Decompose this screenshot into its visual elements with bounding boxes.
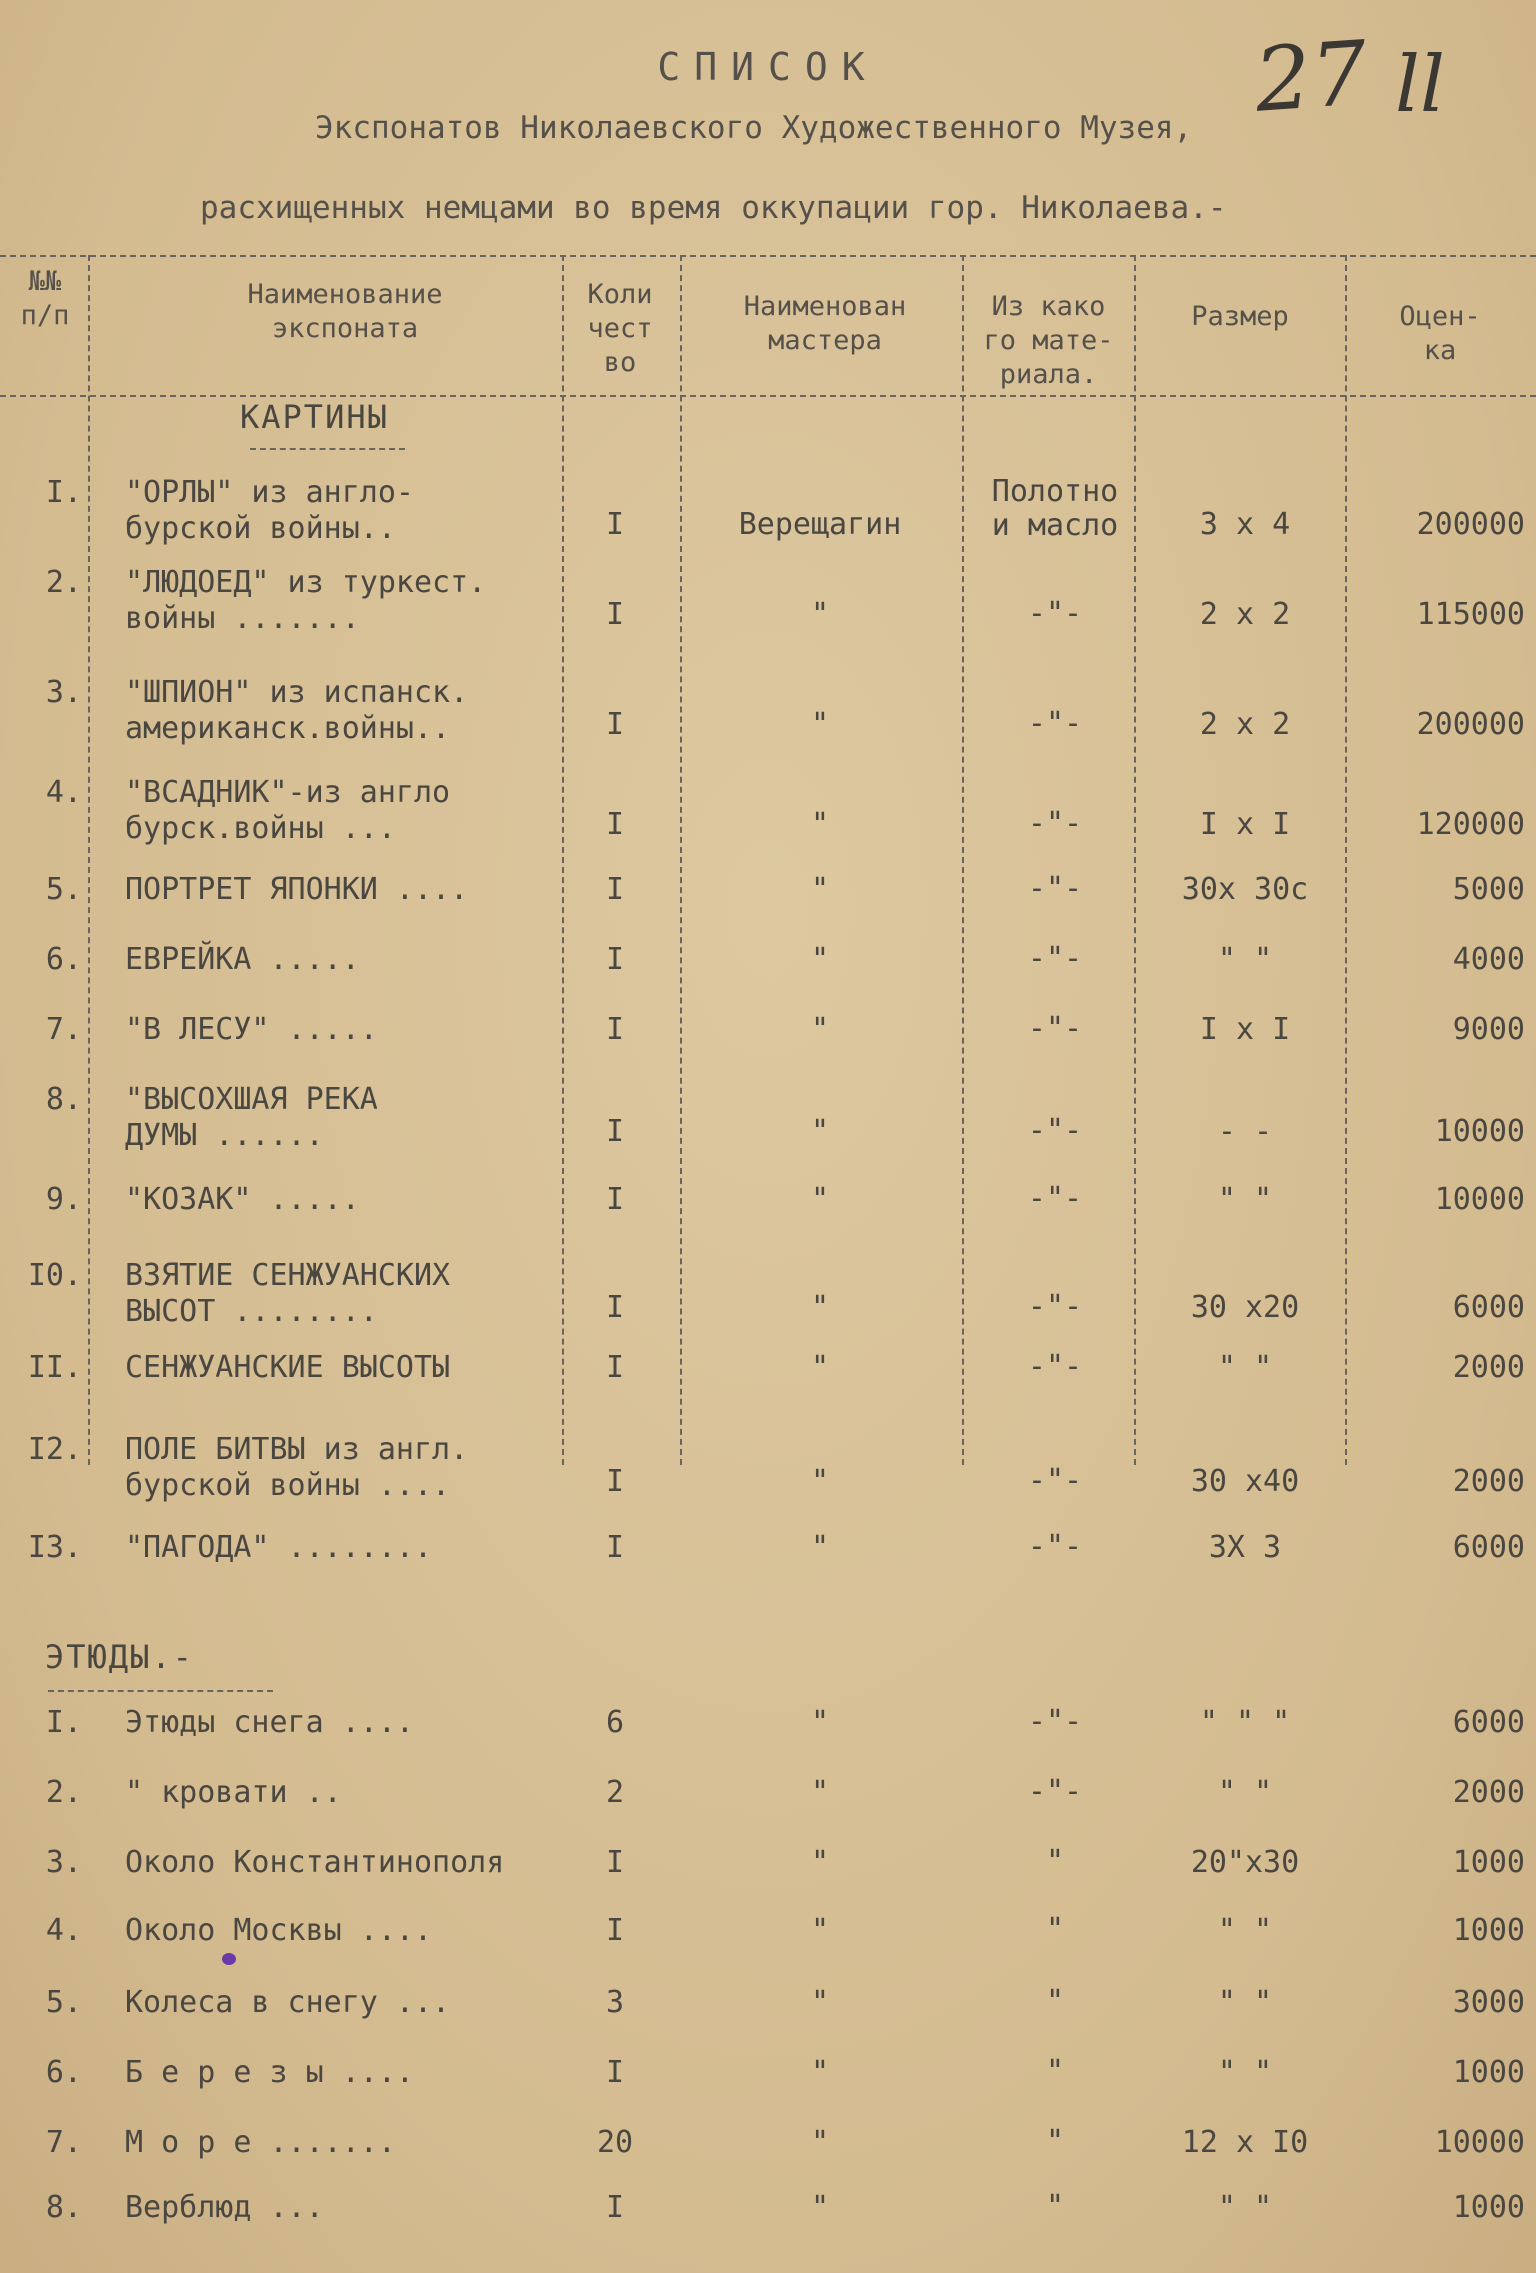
cell-qty: I — [605, 597, 625, 632]
cell-num: I. — [45, 475, 82, 510]
cell-size: " " — [1217, 942, 1273, 977]
cell-artist: " — [810, 807, 830, 842]
cell-num: 5. — [45, 872, 82, 907]
cell-price: 1000 — [1452, 1913, 1525, 1948]
cell-qty: I — [605, 807, 625, 842]
cell-price: 200000 — [1416, 707, 1525, 742]
cell-name: ПОЛЕ БИТВЫ из англ. бурской войны .... — [125, 1432, 469, 1503]
cell-size: 20"х30 — [1190, 1845, 1300, 1880]
cell-size: I х I — [1199, 1012, 1291, 1047]
cell-name: Колеса в снегу ... — [125, 1985, 451, 2020]
cell-price: 10000 — [1434, 2125, 1525, 2160]
cell-num: 3. — [45, 1845, 82, 1880]
cell-material: -"- — [1027, 1774, 1083, 1809]
section-title-paintings: КАРТИНЫ — [240, 398, 389, 436]
cell-material: -"- — [1027, 1349, 1083, 1384]
cell-name: М о р е ....... — [125, 2125, 396, 2160]
cell-size: 30 х40 — [1190, 1464, 1300, 1499]
cell-num: 8. — [45, 1082, 82, 1117]
document-subtitle-line2: расхищенных немцами во время оккупации гор. Николаева.- — [200, 190, 1227, 226]
column-divider — [88, 255, 90, 1465]
cell-artist: " — [810, 1350, 830, 1385]
cell-qty: I — [605, 942, 625, 977]
cell-price: 6000 — [1452, 1290, 1525, 1325]
cell-name: "ОРЛЫ" из англо- бурской войны.. — [125, 475, 414, 546]
cell-price: 5000 — [1452, 872, 1525, 907]
cell-qty: 3 — [605, 1985, 625, 2020]
cell-name: Этюды снега .... — [125, 1705, 414, 1740]
cell-name: Б е р е з ы .... — [125, 2055, 414, 2090]
cell-name: "ШПИОН" из испанск. американск.войны.. — [125, 675, 469, 746]
cell-material: -"- — [1027, 1113, 1083, 1148]
cell-qty: I — [605, 2190, 625, 2225]
archive-page-number: 27 — [1251, 21, 1371, 132]
section-underline — [48, 1690, 273, 1692]
cell-num: 2. — [45, 1775, 82, 1810]
ink-blot — [222, 1953, 236, 1965]
cell-num: I3. — [27, 1530, 82, 1565]
cell-size: 30х 30с — [1181, 872, 1309, 907]
cell-qty: I — [605, 1913, 625, 1948]
cell-price: 9000 — [1452, 1012, 1525, 1047]
header-top-rule — [0, 255, 1536, 257]
cell-num: 2. — [45, 565, 82, 600]
cell-name: Верблюд ... — [125, 2190, 324, 2225]
cell-qty: I — [605, 1012, 625, 1047]
cell-artist: " — [810, 1012, 830, 1047]
cell-num: 9. — [45, 1182, 82, 1217]
cell-material: -"- — [1027, 1181, 1083, 1216]
cell-size: " " — [1217, 1350, 1273, 1385]
cell-material: -"- — [1027, 1289, 1083, 1324]
cell-qty: I — [605, 1290, 625, 1325]
cell-size: 3 х 4 — [1199, 507, 1291, 542]
cell-artist: " — [810, 707, 830, 742]
column-divider — [1345, 255, 1347, 1465]
cell-price: 200000 — [1416, 507, 1525, 542]
cell-material: -"- — [1027, 1529, 1083, 1564]
cell-num: 6. — [45, 942, 82, 977]
cell-size: - - — [1217, 1114, 1273, 1149]
cell-artist: " — [810, 1530, 830, 1565]
cell-price: 120000 — [1416, 807, 1525, 842]
document-title: СПИСОК — [657, 45, 879, 89]
cell-qty: 6 — [605, 1705, 625, 1740]
section-title-studies: ЭТЮДЫ.- — [45, 1638, 194, 1676]
document-subtitle-line1: Экспонатов Николаевского Художественного Музея, — [315, 110, 1193, 146]
cell-price: 10000 — [1434, 1114, 1525, 1149]
cell-size: " " — [1217, 1913, 1273, 1948]
cell-size: " " — [1217, 1775, 1273, 1810]
cell-price: 6000 — [1452, 1530, 1525, 1565]
cell-name: "КОЗАК" ..... — [125, 1182, 360, 1217]
column-divider — [680, 255, 682, 1465]
header-bottom-rule — [0, 395, 1536, 397]
cell-qty: I — [605, 2055, 625, 2090]
cell-qty: I — [605, 1114, 625, 1149]
cell-name: "ЛЮДОЕД" из туркест. войны ....... — [125, 565, 487, 636]
cell-name: Около Константинополя — [125, 1845, 505, 1880]
cell-qty: I — [605, 1182, 625, 1217]
cell-price: 1000 — [1452, 2190, 1525, 2225]
section-underline — [250, 448, 405, 450]
cell-artist: " — [810, 872, 830, 907]
cell-material: " — [1045, 1984, 1065, 2019]
header-material: Из како го мате- риала. — [983, 291, 1114, 390]
cell-name: " кровати .. — [125, 1775, 342, 1810]
cell-material: Полотно и масло — [991, 474, 1119, 543]
cell-artist: " — [810, 1705, 830, 1740]
cell-price: 2000 — [1452, 1775, 1525, 1810]
cell-price: 2000 — [1452, 1350, 1525, 1385]
cell-name: ПОРТРЕТ ЯПОНКИ .... — [125, 872, 469, 907]
cell-price: 10000 — [1434, 1182, 1525, 1217]
cell-num: 4. — [45, 775, 82, 810]
cell-artist: " — [810, 2125, 830, 2160]
cell-num: 3. — [45, 675, 82, 710]
cell-size: I х I — [1199, 807, 1291, 842]
cell-size: " " — [1217, 2190, 1273, 2225]
header-num: №№ п/п — [20, 266, 70, 331]
column-divider — [1134, 255, 1136, 1465]
cell-price: 2000 — [1452, 1464, 1525, 1499]
cell-num: 7. — [45, 2125, 82, 2160]
cell-num: 8. — [45, 2190, 82, 2225]
cell-qty: I — [605, 1845, 625, 1880]
cell-material: -"- — [1027, 1463, 1083, 1498]
cell-size: 30 х20 — [1190, 1290, 1300, 1325]
cell-size: 3Х 3 — [1208, 1530, 1282, 1565]
cell-artist: " — [810, 1775, 830, 1810]
cell-artist: " — [810, 1913, 830, 1948]
cell-num: 7. — [45, 1012, 82, 1047]
cell-material: -"- — [1027, 941, 1083, 976]
cell-qty: 20 — [596, 2125, 634, 2160]
cell-price: 3000 — [1452, 1985, 1525, 2020]
cell-price: 1000 — [1452, 2055, 1525, 2090]
cell-name: СЕНЖУАНСКИЕ ВЫСОТЫ — [125, 1350, 451, 1385]
cell-material: -"- — [1027, 1704, 1083, 1739]
cell-num: 5. — [45, 1985, 82, 2020]
cell-size: " " — [1217, 1985, 1273, 2020]
cell-num: I. — [45, 1705, 82, 1740]
archive-handwritten-mark: ll — [1395, 40, 1445, 130]
cell-size: " " — [1217, 1182, 1273, 1217]
cell-size: " " " — [1199, 1705, 1291, 1740]
cell-artist: " — [810, 1985, 830, 2020]
cell-name: "ВЫСОХШАЯ РЕКА ДУМЫ ...... — [125, 1082, 378, 1153]
cell-artist: " — [810, 1845, 830, 1880]
cell-material: -"- — [1027, 1011, 1083, 1046]
cell-price: 1000 — [1452, 1845, 1525, 1880]
cell-artist: " — [810, 942, 830, 977]
cell-qty: I — [605, 1530, 625, 1565]
cell-material: " — [1045, 2124, 1065, 2159]
cell-artist: " — [810, 597, 830, 632]
header-artist: Наименован мастера — [743, 291, 907, 356]
cell-num: II. — [27, 1350, 82, 1385]
cell-qty: I — [605, 707, 625, 742]
cell-qty: I — [605, 1350, 625, 1385]
cell-name: "ВСАДНИК"-из англо бурск.войны ... — [125, 775, 451, 846]
column-divider — [962, 255, 964, 1465]
cell-material: -"- — [1027, 806, 1083, 841]
cell-artist: " — [810, 2190, 830, 2225]
cell-material: -"- — [1027, 596, 1083, 631]
cell-name: ВЗЯТИЕ СЕНЖУАНСКИХ ВЫСОТ ........ — [125, 1258, 451, 1329]
cell-artist: Верещагин — [738, 507, 902, 542]
cell-price: 6000 — [1452, 1705, 1525, 1740]
cell-qty: I — [605, 872, 625, 907]
cell-size: 12 х I0 — [1181, 2125, 1309, 2160]
header-price: Оцен- ка — [1399, 301, 1481, 366]
column-divider — [562, 255, 564, 1465]
cell-material: " — [1045, 2054, 1065, 2089]
cell-size: " " — [1217, 2055, 1273, 2090]
cell-num: 4. — [45, 1913, 82, 1948]
cell-num: I0. — [27, 1258, 82, 1293]
cell-price: 4000 — [1452, 942, 1525, 977]
header-qty: Коли чест во — [587, 279, 653, 378]
cell-artist: " — [810, 1182, 830, 1217]
header-name: Наименование экспоната — [247, 279, 443, 344]
cell-qty: I — [605, 507, 625, 542]
cell-artist: " — [810, 1114, 830, 1149]
cell-price: 115000 — [1416, 597, 1525, 632]
cell-material: -"- — [1027, 706, 1083, 741]
cell-name: "ПАГОДА" ........ — [125, 1530, 433, 1565]
cell-num: I2. — [27, 1432, 82, 1467]
cell-artist: " — [810, 2055, 830, 2090]
cell-size: 2 х 2 — [1199, 707, 1291, 742]
header-size: Размер — [1191, 301, 1289, 332]
cell-num: 6. — [45, 2055, 82, 2090]
cell-size: 2 х 2 — [1199, 597, 1291, 632]
cell-qty: I — [605, 1464, 625, 1499]
cell-material: " — [1045, 1844, 1065, 1879]
cell-name: Около Москвы .... — [125, 1913, 433, 1948]
cell-artist: " — [810, 1464, 830, 1499]
cell-name: "В ЛЕСУ" ..... — [125, 1012, 378, 1047]
cell-material: " — [1045, 2189, 1065, 2224]
cell-qty: 2 — [605, 1775, 625, 1810]
cell-material: -"- — [1027, 871, 1083, 906]
cell-material: " — [1045, 1912, 1065, 1947]
cell-name: ЕВРЕЙКА ..... — [125, 942, 360, 977]
cell-artist: " — [810, 1290, 830, 1325]
